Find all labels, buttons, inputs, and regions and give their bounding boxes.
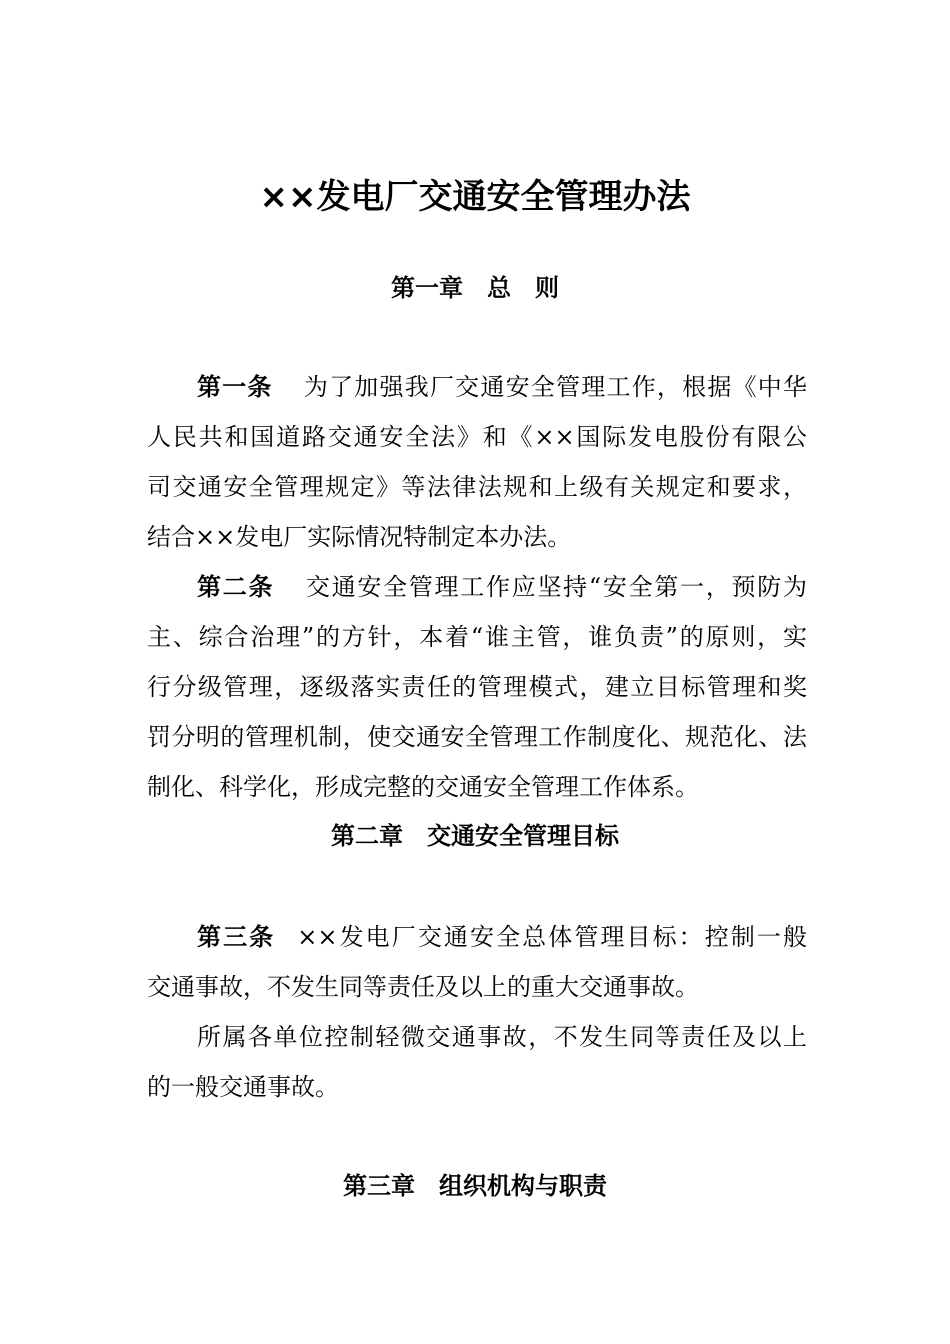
article-label: 第一条 xyxy=(197,372,273,401)
chapter-name: 组织机构与职责 xyxy=(439,1171,607,1200)
chapter-number: 第二章 xyxy=(331,822,403,850)
chapter-heading-2 xyxy=(0,820,950,852)
article-1-line-3: 司交通安全管理规定》等法律法规和上级有关规定和要求， xyxy=(147,473,807,501)
article-2-line-1: 第二条 交通安全管理工作应坚持“安全第一，预防为 xyxy=(197,572,807,601)
article-1-line-2: 人民共和国道路交通安全法》和《××国际发电股份有限公 xyxy=(147,423,807,451)
chapter-heading-1 xyxy=(0,272,950,304)
article-2-line-3: 行分级管理，逐级落实责任的管理模式，建立目标管理和奖 xyxy=(147,673,807,701)
article-label: 第二条 xyxy=(197,572,275,601)
paragraph-line-2: 的一般交通事故。 xyxy=(147,1073,339,1101)
chapter-number: 第三章 xyxy=(343,1171,415,1200)
document-title: ××发电厂交通安全管理办法 xyxy=(259,177,691,217)
article-3-line-1: 第三条 ××发电厂交通安全总体管理目标：控制一般 xyxy=(197,922,808,951)
article-3-line-2: 交通事故，不发生同等责任及以上的重大交通事故。 xyxy=(147,973,699,1001)
article-2-line-4: 罚分明的管理机制，使交通安全管理工作制度化、规范化、法 xyxy=(147,723,807,751)
article-label: 第三条 xyxy=(197,922,276,951)
article-2-line-5: 制化、科学化，形成完整的交通安全管理工作体系。 xyxy=(147,773,699,801)
chapter-number: 第一章 xyxy=(391,273,463,302)
article-2-line-2: 主、综合治理”的方针，本着“谁主管，谁负责”的原则，实 xyxy=(147,623,807,651)
chapter-name: 交通安全管理目标 xyxy=(427,822,619,850)
chapter-heading-3 xyxy=(0,1170,950,1202)
chapter-name-part: 则 xyxy=(535,273,559,302)
article-1-line-1: 第一条 为了加强我厂交通安全管理工作，根据《中华 xyxy=(197,372,808,401)
paragraph-line-1: 所属各单位控制轻微交通事故，不发生同等责任及以上 xyxy=(197,1023,807,1051)
article-1-line-4: 结合××发电厂实际情况特制定本办法。 xyxy=(147,523,572,551)
chapter-name-part: 总 xyxy=(487,273,511,302)
